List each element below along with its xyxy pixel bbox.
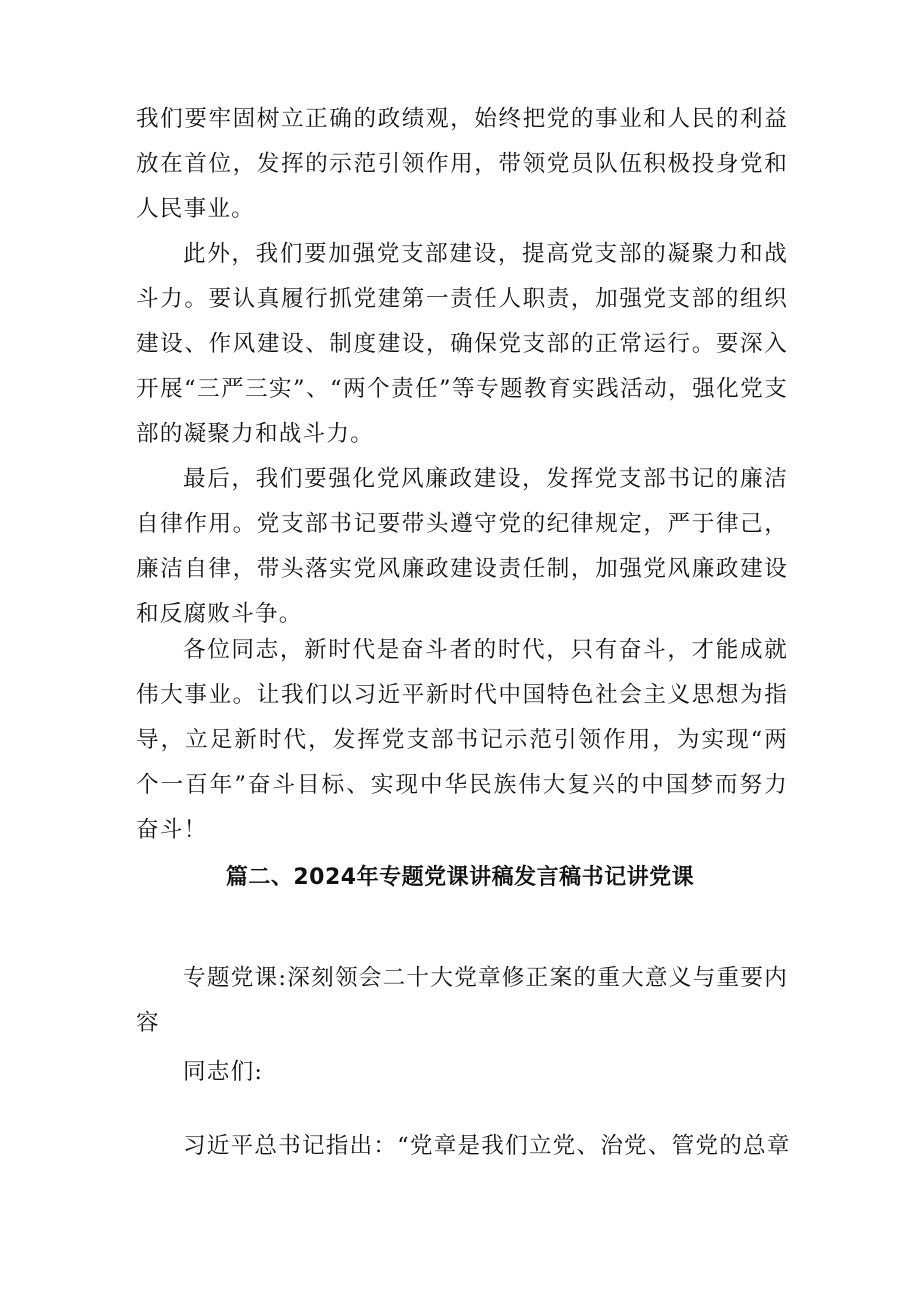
paragraph-closing-call: 各位同志，新时代是奋斗者的时代，只有奋斗，才能成就伟大事业。让我们以习近平新时代中国特色社会主义思想为指导，立足新时代，发挥党支部书记示范引领作用，为实现“两个一百年”奋斗目标、实现中华民族伟大复兴的中国梦而努力奋斗！ [136,637,788,843]
greeting: 同志们: [183,1059,264,1085]
paragraph-clean-governance: 最后，我们要强化党风廉政建设，发挥党支部书记的廉洁自律作用。党支部书记要带头遵守党的纪律规定，严于律己，廉洁自律，带头落实党风廉政建设责任制，加强党风廉政建设和反腐败斗争。 [136,466,788,627]
paragraph-political-performance: 我们要牢固树立正确的政绩观，始终把党的事业和人民的利益放在首位，发挥的示范引领作用，带领党员队伍积极投身党和人民事业。 [136,106,788,222]
section-heading: 篇二、2024年专题党课讲稿发言稿书记讲党课 [225,865,695,890]
paragraph-branch-construction: 此外，我们要加强党支部建设，提高党支部的凝聚力和战斗力。要认真履行抓党建第一责任人职责，加强党支部的组织建设、作风建设、制度建设，确保党支部的正常运行。要深入开展“三严三实”、“两个责任”等专题教育实践活动，强化党支部的凝聚力和战斗力。 [136,241,788,447]
lecture-subtitle: 专题党课:深刻领会二十大党章修正案的重大意义与重要内容 [136,965,788,1036]
opening-quote: 习近平总书记指出：“党章是我们立党、治党、管党的总章 [183,1133,791,1159]
